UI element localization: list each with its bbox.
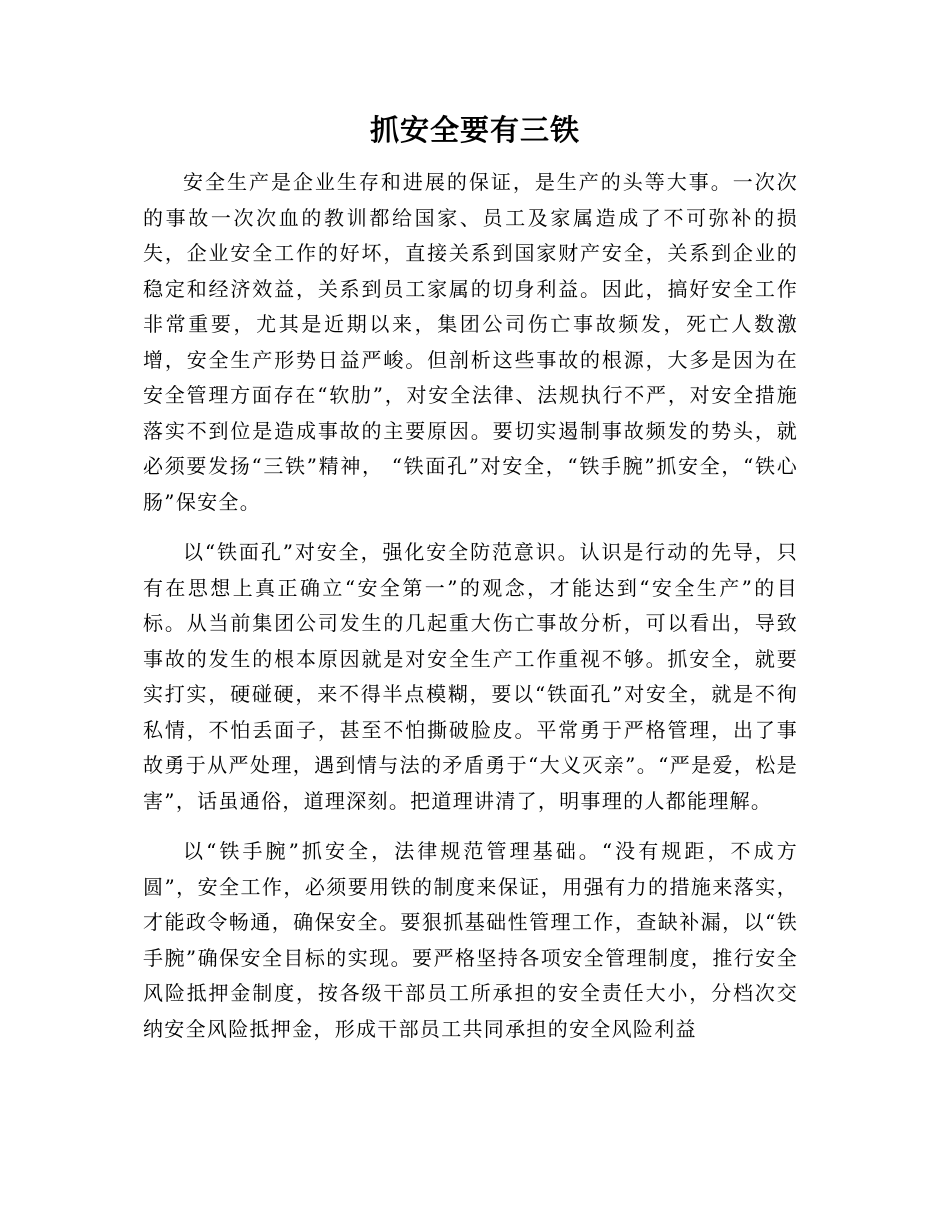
document-body — [143, 165, 798, 1047]
document-title: 抓安全要有三铁 — [369, 113, 580, 147]
paragraph-intro: 安全生产是企业生存和进展的保证，是生产的头等大事。一次次的事故一次次血的教训都给国家、员工及家属造成了不可弥补的损失，企业安全工作的好坏，直接关系到国家财产安全，关系到企业的稳定和经济效益，关系到员工家属的切身利益。因此，搞好安全工作非常重要，尤其是近期以来，集团公司伤亡事故频发，死亡人数激增，安全生产形势日益严峻。但剖析这些事故的根源，大多是因为在安全管理方面存在“软肋”，对安全法律、法规执行不严，对安全措施落实不到位是造成事故的主要原因。要切实遏制事故频发的势头，就必须要发扬“三铁”精神， “铁面孔”对安全，“铁手腕”抓安全，“铁心肠”保安全。 — [143, 170, 798, 514]
paragraph-iron-wrist: 以“铁手腕”抓安全，法律规范管理基础。“没有规距，不成方圆”，安全工作，必须要用铁的制度来保证，用强有力的措施来落实，才能政令畅通，确保安全。要狠抓基础性管理工作，查缺补漏，以“铁手腕”确保安全目标的实现。要严格坚持各项安全管理制度，推行安全风险抵押金制度，按各级干部员工所承担的安全责任大小，分档次交纳安全风险抵押金，形成干部员工共同承担的安全风险利益 — [143, 839, 798, 1041]
paragraph-iron-face: 以“铁面孔”对安全，强化安全防范意识。认识是行动的先导，只有在思想上真正确立“安全第一”的观念，才能达到“安全生产”的目标。从当前集团公司发生的几起重大伤亡事故分析，可以看出，导致事故的发生的根本原因就是对安全生产工作重视不够。抓安全，就要实打实，硬碰硬，来不得半点模糊，要以“铁面孔”对安全，就是不徇私情，不怕丢面子，甚至不怕撕破脸皮。平常勇于严格管理，出了事故勇于从严处理，遇到情与法的矛盾勇于“大义灭亲”。“严是爱，松是害”，话虽通俗，道理深刻。把道理讲清了，明事理的人都能理解。 — [143, 540, 798, 813]
